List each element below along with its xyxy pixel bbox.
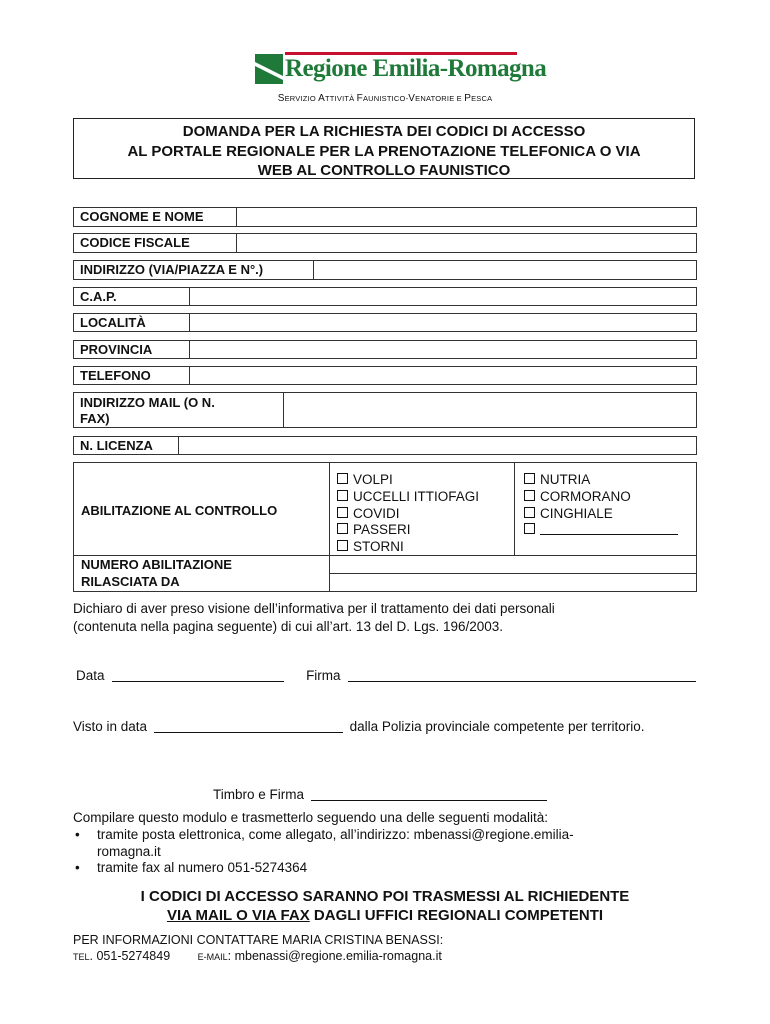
data-firma-row — [76, 667, 700, 685]
regione-logo — [255, 52, 547, 88]
field-codice-fiscale[interactable]: CODICE FISCALE — [73, 233, 697, 253]
compilare-text: Compilare questo modulo e trasmetterlo seguendo una delle seguenti modalità: — [73, 810, 549, 825]
abilitazione-label: ABILITAZIONE AL CONTROLLO — [81, 503, 278, 518]
option-nutria[interactable]: NUTRIA — [524, 472, 678, 489]
option-volpi[interactable]: VOLPI — [337, 472, 479, 489]
email-address: : mbenassi@regione.emilia-romagna.it — [227, 949, 442, 963]
field-cognome-nome[interactable]: COGNOME E NOME — [73, 207, 697, 227]
list-item: • tramite fax al numero 051-5274364 — [75, 860, 308, 876]
form-title: DOMANDA PER LA RICHIESTA DEI CODICI DI ACCESSO AL PORTALE REGIONALE PER LA PRENOTAZIONE TELEFONICA O VIA WEB AL CONTROLLO FAUNISTICO — [73, 118, 695, 179]
timbro-line[interactable] — [311, 787, 547, 801]
firma-label: Firma — [306, 668, 341, 683]
checkbox-icon[interactable] — [524, 473, 535, 484]
checkbox-icon[interactable] — [337, 507, 348, 518]
regione-emblem-icon — [255, 54, 283, 84]
checkbox-icon[interactable] — [337, 490, 348, 501]
list-item: • tramite posta elettronica, come allegato, all’indirizzo: mbenassi@regione.emilia- romagna.it — [75, 827, 574, 859]
field-localita[interactable]: LOCALITÀ — [73, 313, 697, 332]
timbro-label: Timbro e Firma — [213, 787, 305, 802]
option-covidi[interactable]: COVIDI — [337, 506, 479, 523]
firma-line[interactable] — [348, 668, 696, 682]
codici-notice: I CODICI DI ACCESSO SARANNO POI TRASMESSI AL RICHIEDENTE VIA MAIL O VIA FAX DAGLI UFFICI REGIONALI COMPETENTI — [140, 888, 630, 924]
option-cinghiale[interactable]: CINGHIALE — [524, 506, 678, 523]
visto-data-line[interactable] — [154, 719, 343, 733]
service-name: SERVIZIO ATTIVITÀ FAUNISTICO-VENATORIE E PESCA — [277, 93, 493, 104]
logo-text: Regione Emilia-Romagna — [285, 55, 547, 82]
timbro-row — [213, 786, 613, 804]
field-indirizzo[interactable]: INDIRIZZO (VIA/PIAZZA E N°.) — [73, 260, 697, 280]
data-label: Data — [76, 668, 105, 683]
field-provincia[interactable]: PROVINCIA — [73, 340, 697, 359]
dichiaro-paragraph: Dichiaro di aver preso visione dell’informativa per il trattamento dei dati personali (contenuta nella pagina seguente) di cui all’art. 13 del D. Lgs. 196/2003. — [73, 601, 555, 634]
species-options-col2 — [524, 472, 678, 539]
visto-label: Visto in data — [73, 719, 148, 734]
field-telefono[interactable]: TELEFONO — [73, 366, 697, 385]
field-cap[interactable]: C.A.P. — [73, 287, 697, 306]
option-cormorano[interactable]: CORMORANO — [524, 489, 678, 506]
bullet-icon: • — [75, 860, 80, 876]
option-storni[interactable]: STORNI — [337, 539, 479, 556]
bullet-icon: • — [75, 827, 80, 842]
abilitazione-table — [73, 462, 697, 592]
field-indirizzo-mail[interactable]: INDIRIZZO MAIL (O N. FAX) — [73, 392, 697, 428]
option-passeri[interactable]: PASSERI — [337, 522, 479, 539]
field-licenza[interactable]: N. LICENZA — [73, 436, 697, 455]
checkbox-icon[interactable] — [337, 540, 348, 551]
data-line[interactable] — [112, 668, 284, 682]
option-other[interactable] — [524, 522, 678, 539]
option-uccelli-ittiofagi[interactable]: UCCELLI ITTIOFAGI — [337, 489, 479, 506]
checkbox-icon[interactable] — [524, 523, 535, 534]
rilasciata-da-label: RILASCIATA DA — [81, 574, 180, 589]
modalita-list — [73, 827, 697, 877]
other-species-line[interactable] — [540, 523, 678, 535]
contact-info: PER INFORMAZIONI CONTATTARE MARIA CRISTINA BENASSI: TEL. 051-5274849 E-MAIL: mbenassi@regione.emilia-romagna.it — [73, 933, 444, 963]
visto-tail: dalla Polizia provinciale competente per territorio. — [349, 719, 645, 734]
checkbox-icon[interactable] — [337, 473, 348, 484]
checkbox-icon[interactable] — [524, 490, 535, 501]
species-options-col1 — [337, 472, 479, 556]
checkbox-icon[interactable] — [524, 507, 535, 518]
numero-abilitazione-label: NUMERO ABILITAZIONE — [81, 557, 232, 572]
checkbox-icon[interactable] — [337, 523, 348, 534]
visto-row — [73, 718, 697, 736]
